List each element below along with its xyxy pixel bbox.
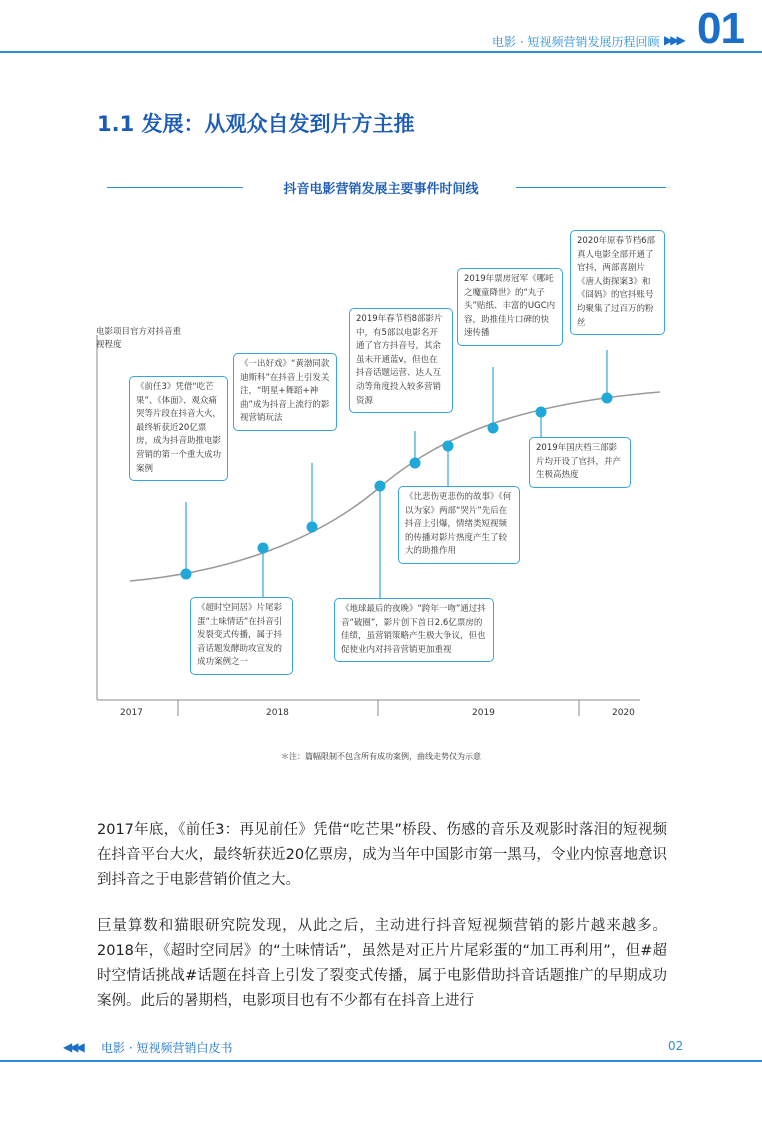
event-dot-1 [181,569,192,580]
chart-note: ＊注：篇幅限制不包含所有成功案例，曲线走势仅为示意 [281,752,481,761]
event-box-8: 2019年国庆档三部影片均开设了官抖，并产生极高热度 [529,437,631,488]
event-dot-7 [488,423,499,434]
page-number: 02 [668,1039,684,1053]
x-tick-label: 2018 [266,708,289,718]
event-dot-3 [307,522,318,533]
event-box-2: 《超时空同居》片尾彩蛋“土味情话”在抖音引发裂变式传播，属于抖音话题发酵助攻宣发的成功案例之一 [190,597,293,675]
event-dot-8 [536,407,547,418]
event-dot-4 [375,481,386,492]
event-dot-2 [258,543,269,554]
x-tick-label: 2019 [472,708,495,718]
header-arrows-icon: ▶▶▶ [664,33,683,47]
body-paragraph: 巨量算数和猫眼研究院发现，从此之后，主动进行抖音短视频营销的影片越来越多。2018年，《超时空同居》的“土味情话”，虽然是对正片片尾彩蛋的“加工再利用”，但#超时空情话挑战#话题在抖音上引发了裂变式传播，属于电影借助抖音话题推广的早期成功案例。此后的暑期档，电影项目也有不少都有在抖音上进行 [97,918,667,1009]
event-box-9: 2020年原春节档6部真人电影全部开通了官抖，两部喜剧片《唐人街探案3》和《囧妈》的官抖账号均聚集了过百万的粉丝 [570,230,665,335]
event-box-5: 2019年春节档8部影片中，有5部以电影名开通了官方抖音号，其余虽未开通蓝v，但也在抖音话题运营、达人互动等角度投入较多营销资源 [349,308,453,413]
event-box-3: 《一出好戏》“黄渤同款迪斯科”在抖音上引发关注，“明星+舞蹈+神曲”成为抖音上流行的影视营销玩法 [233,353,337,431]
footer-title: 电影 · 短视频营销白皮书 [101,1041,233,1055]
event-box-4: 《地球最后的夜晚》“跨年一吻”通过抖音“破圈”，影片创下首日2.6亿票房的佳绩，虽营销策略产生极大争议，但也促使业内对抖音营销更加重视 [334,598,494,662]
section-title: 1.1 发展：从观众自发到片方主推 [97,112,415,136]
header-title: 电影 · 短视频营销发展历程回顾 [492,35,660,49]
event-box-7: 2019年票房冠军《哪吒之魔童降世》的“丸子头”贴纸、丰富的UGC内容，助推佳片口碑的快速传播 [457,268,563,346]
event-dot-9 [602,393,613,404]
event-dot-5 [410,458,421,469]
body-paragraph: 2017年底，《前任3：再见前任》凭借“吃芒果”桥段、伤感的音乐及观影时落泪的短视频在抖音平台大火，最终斩获近20亿票房，成为当年中国影市第一黑马，令业内惊喜地意识到抖音之于电影营销价值之大。 [97,822,667,888]
y-axis-label: 电影项目官方对抖音重视程度 [96,327,182,350]
chapter-number: 01 [697,4,744,53]
event-box-6: 《比悲伤更悲伤的故事》《何以为家》两部“哭片”先后在抖音上引爆，情绪类短视频的传播对影片热度产生了较大的助推作用 [398,486,520,564]
x-tick-label: 2017 [120,708,143,718]
footer-rule [0,1060,762,1062]
x-tick-label: 2020 [612,708,635,718]
footer-arrows-icon: ◀◀◀ [63,1040,82,1054]
event-box-1: 《前任3》凭借“吃芒果”、《体面》、观众痛哭等片段在抖音大火，最终斩获近20亿票房，成为抖音助推电影营销的第一个重大成功案例 [129,376,228,481]
event-dot-6 [443,441,454,452]
timeline-title: 抖音电影营销发展主要事件时间线 [283,182,479,197]
